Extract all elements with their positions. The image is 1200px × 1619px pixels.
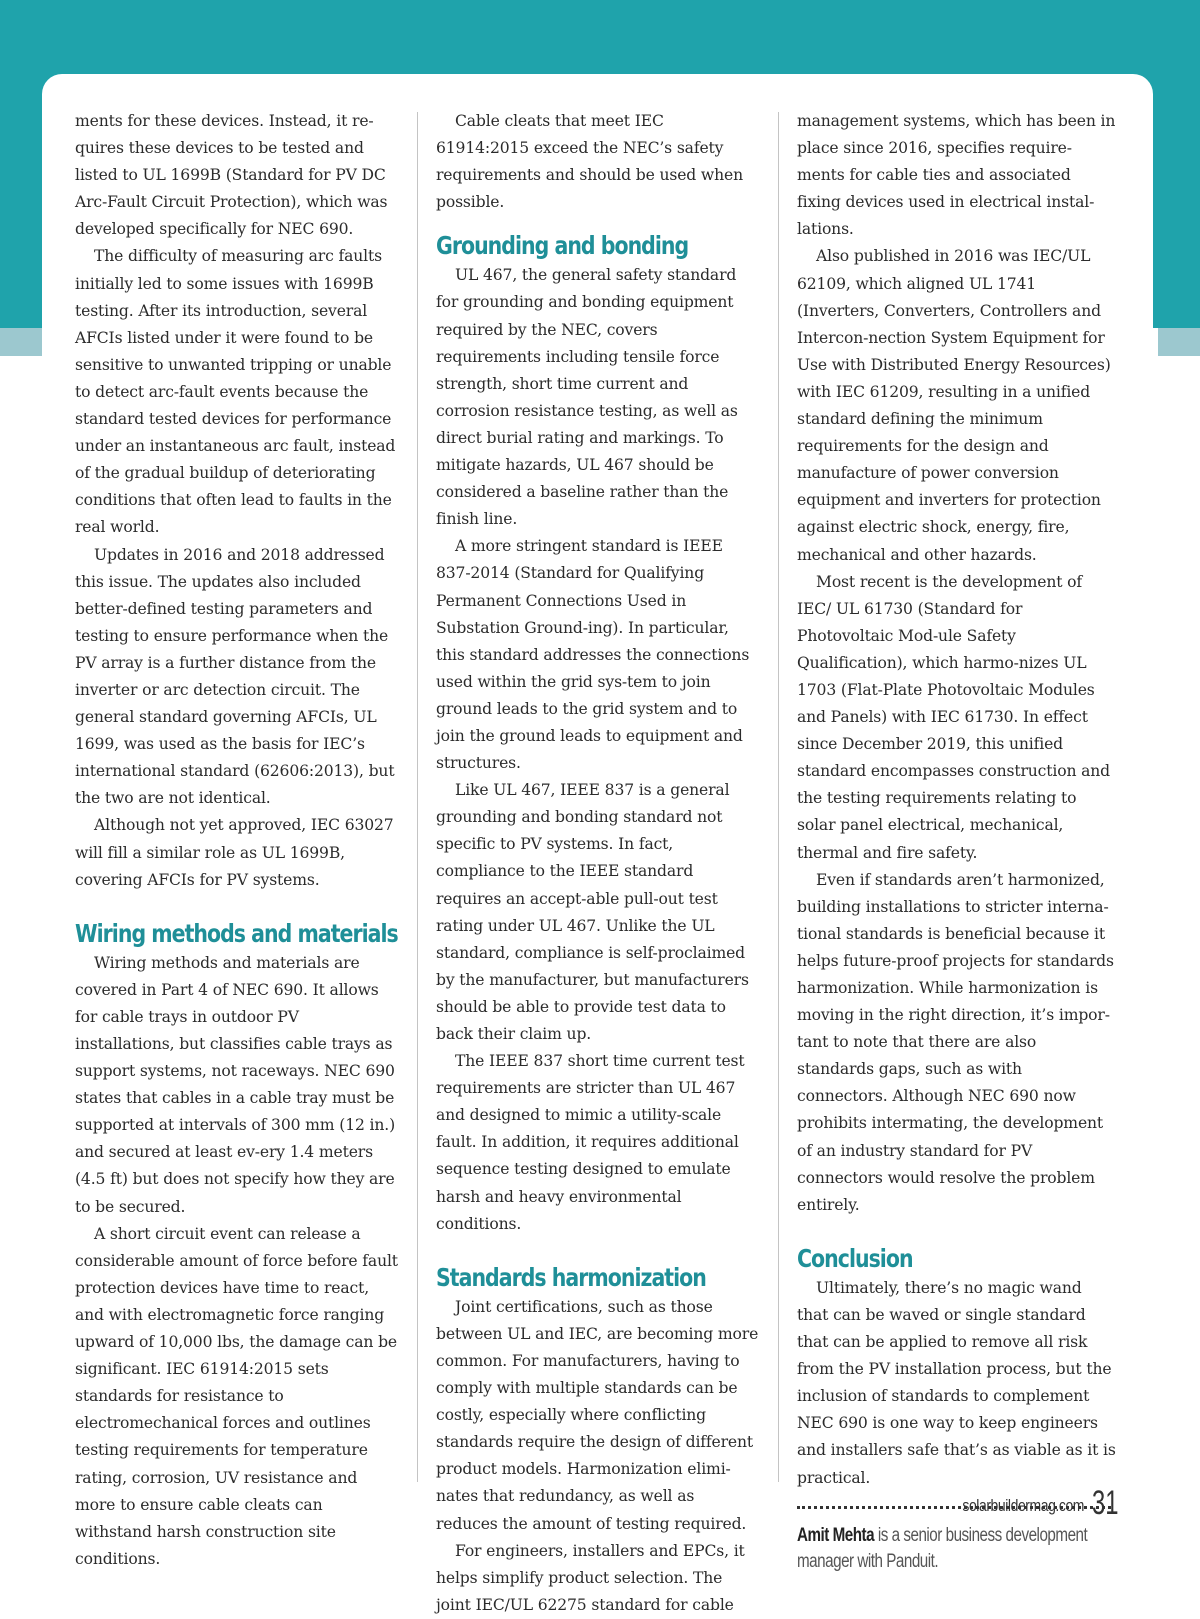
paragraph: management systems, which has been in place since 2016, specifies require-ments for cable ties and associated fixing devices used in electrical instal-lations.: [797, 112, 1116, 239]
paragraph: Although not yet approved, IEC 63027 will fill a similar role as UL 1699B, covering AFCIs for PV systems.: [75, 816, 394, 889]
paragraph: Most recent is the development of IEC/ UL 61730 (Standard for Photovoltaic Mod-ule Safety Qualification), which harmo-nizes UL 1703 (Flat-Plate Photovoltaic Modules and Panels) with IEC 61730. In effect since December 2019, this unified standard encompasses construction and the testing requirements relating to solar panel electrical, mechanical, thermal and fire safety.: [797, 572, 1111, 862]
footer-site-url: solarbuildermag.com: [962, 1496, 1084, 1515]
section-heading-standards: Standards harmonization: [436, 1262, 706, 1292]
paragraph: For engineers, installers and EPCs, it helps simplify product selection. The joint IEC/UL 62275 standard for cable: [436, 1541, 745, 1614]
page-number: 31: [1092, 1484, 1119, 1522]
column-divider: [778, 112, 779, 1482]
paragraph: A more stringent standard is IEEE 837-2014 (Standard for Qualifying Permanent Connections Used in Substation Ground-ing). In particular, this standard addresses the connections used within the grid sys-tem to join ground leads to the grid system and to join the ground leads to equipment and structures.: [436, 537, 750, 773]
accent-band-left: [0, 328, 42, 356]
accent-band-right: [1158, 328, 1200, 356]
section-heading-grounding: Grounding and bonding: [436, 231, 689, 261]
author-name: Amit Mehta: [797, 1524, 875, 1546]
paragraph: Ultimately, there’s no magic wand that can be waved or single standard that can be applied to remove all risk from the PV installation process, but the inclusion of standards to complement NEC 690 is one way to keep engineers and installers safe that’s as viable as it is practical.: [797, 1278, 1116, 1487]
paragraph: Wiring methods and materials are covered in Part 4 of NEC 690. It allows for cable trays in outdoor PV installations, but classifies cable trays as support systems, not raceways. NEC 690 states that cables in a cable tray must be supported at intervals of 300 mm (12 in.) and secured at least ev-ery 1.4 meters (4.5 ft) but does not specify how they are to be secured.: [75, 953, 396, 1216]
author-bio: [797, 1523, 1117, 1575]
column-divider: [417, 112, 418, 1482]
section-heading-conclusion: Conclusion: [797, 1243, 913, 1273]
paragraph: Even if standards aren’t harmonized, building installations to stricter interna-tional standards is beneficial because it helps future-proof projects for standards harmonization. While harmonization is moving in the right direction, it’s impor-tant to note that there are also standards gaps, such as with connectors. Although NEC 690 now prohibits intermating, the development of an industry standard for PV connectors would resolve the problem entirely.: [797, 870, 1114, 1214]
paragraph: UL 467, the general safety standard for grounding and bonding equipment required by the NEC, covers requirements including tensile force strength, short time current and corrosion resistance testing, as well as direct burial rating and markings. To mitigate hazards, UL 467 should be considered a baseline rather than the finish line.: [436, 266, 738, 529]
article-column-2: [436, 108, 760, 1619]
paragraph: Updates in 2016 and 2018 addressed this issue. The updates also included better-defined testing parameters and testing to ensure performance when the PV array is a further distance from the inverter or arc detection circuit. The general standard governing AFCIs, UL 1699, was used as the basis for IEC’s international standard (62606:2013), but the two are not identical.: [75, 545, 395, 808]
article-column-1: [75, 108, 399, 1573]
paragraph: Joint certifications, such as those between UL and IEC, are becoming more common. For manufacturers, having to comply with multiple standards can be costly, especially where conflicting standards require the design of different product models. Harmonization elimi-nates that redundancy, as well as reduces the amount of testing required.: [436, 1297, 759, 1533]
paragraph: Also published in 2016 was IEC/UL 62109, which aligned UL 1741 (Inverters, Converters, Controllers and Intercon-nection System Equipment for Use with Distributed Energy Resources) with IEC 61209, resulting in a unified standard defining the minimum requirements for the design and manufacture of power conversion equipment and inverters for protection against electric shock, energy, fire, mechanical and other hazards.: [797, 247, 1111, 564]
article-column-3: [797, 108, 1117, 1575]
paragraph: Cable cleats that meet IEC 61914:2015 exceed the NEC’s safety requirements and should be used when possible.: [436, 112, 743, 212]
paragraph: A short circuit event can release a considerable amount of force before fault protection devices have time to react, and with electromagnetic force ranging upward of 10,000 lbs, the damage can be significant. IEC 61914:2015 sets standards for resistance to electromechanical forces and outlines testing requirements for temperature rating, corrosion, UV resistance and more to ensure cable cleats can withstand harsh construction site conditions.: [75, 1224, 398, 1568]
paragraph: ments for these devices. Instead, it re-quires these devices to be tested and listed to UL 1699B (Standard for PV DC Arc-Fault Circuit Protection), which was developed specifically for NEC 690.: [75, 112, 388, 239]
author-description: is a senior business development manager with Panduit.: [797, 1524, 1088, 1572]
paragraph: The IEEE 837 short time current test requirements are stricter than UL 467 and designed to mimic a utility-scale fault. In addition, it requires additional sequence testing designed to emulate harsh and heavy environmental conditions.: [436, 1052, 745, 1233]
paragraph: The difficulty of measuring arc faults initially led to some issues with 1699B testing. After its introduction, several AFCIs listed under it were found to be sensitive to unwanted tripping or unable to detect arc-fault events because the standard tested devices for performance under an instantaneous arc fault, instead of the gradual buildup of deteriorating conditions that often lead to faults in the real world.: [75, 247, 396, 537]
paragraph: Like UL 467, IEEE 837 is a general grounding and bonding standard not specific to PV systems. In fact, compliance to the IEEE standard requires an accept-able pull-out test rating under UL 467. Unlike the UL standard, compliance is self-proclaimed by the manufacturer, but manufacturers should be able to provide test data to back their claim up.: [436, 781, 749, 1043]
section-heading-wiring: Wiring methods and materials: [75, 918, 398, 948]
